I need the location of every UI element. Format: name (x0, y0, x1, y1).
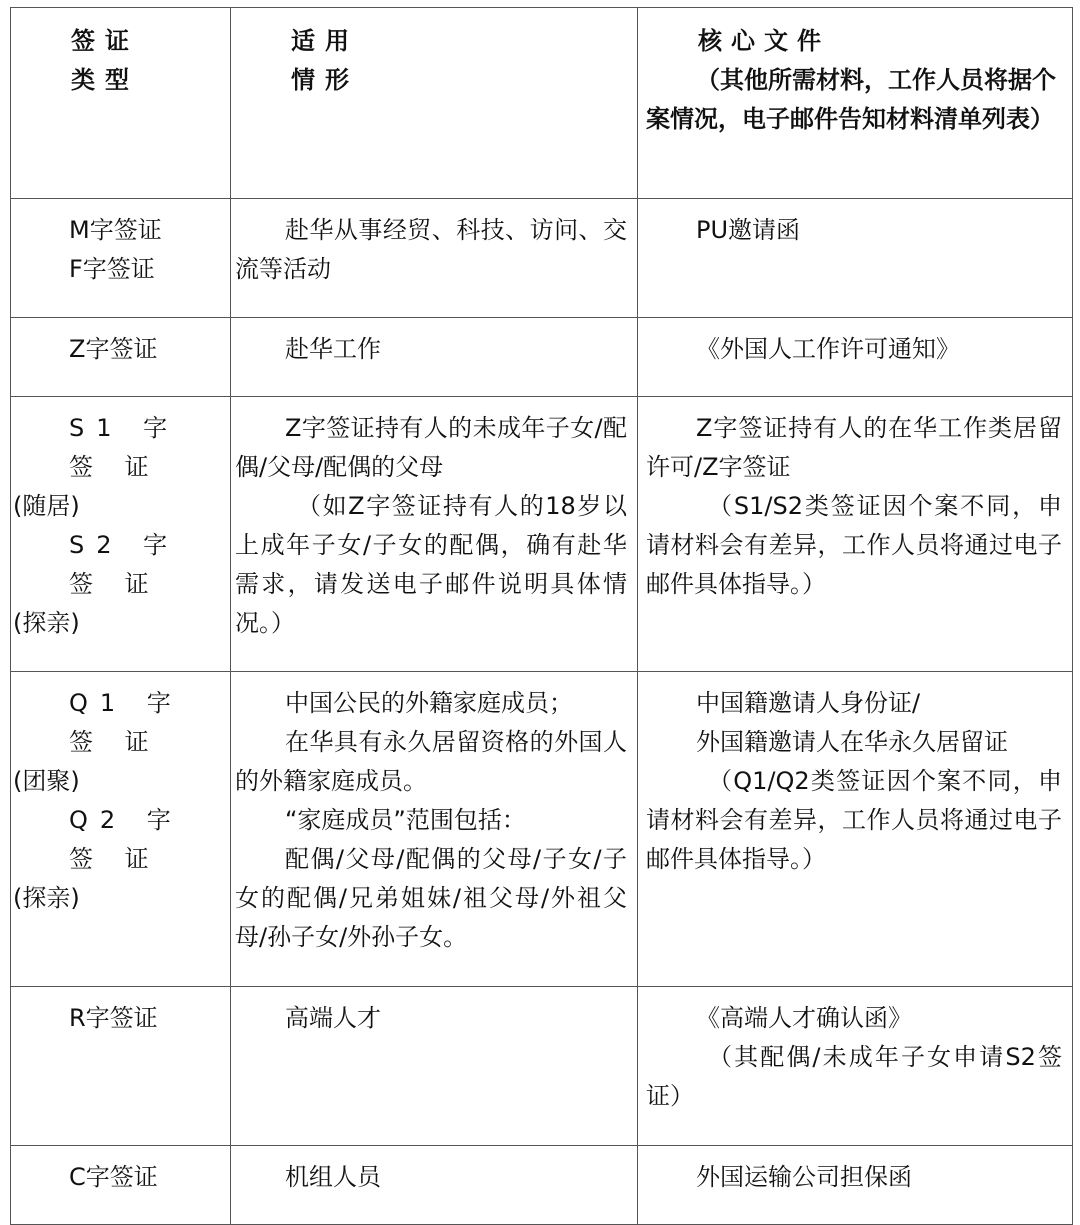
header-core-documents: 核心文件 （其他所需材料，工作人员将据个案情况，电子邮件告知材料清单列表） (638, 8, 1073, 199)
documents-cell: Z字签证持有人的在华工作类居留许可/Z字签证 （S1/S2类签证因个案不同，申请材料会有差异，工作人员将通过电子邮件具体指导。） (638, 397, 1073, 672)
visa-table-container (10, 7, 1072, 1225)
scenario-cell: 机组人员 (231, 1146, 638, 1225)
documents-cell: 外国运输公司担保函 (638, 1146, 1073, 1225)
documents-cell: PU邀请函 (638, 199, 1073, 318)
documents-cell: 《高端人才确认函》 （其配偶/未成年子女申请S2签证） (638, 987, 1073, 1146)
documents-cell: 中国籍邀请人身份证/ 外国籍邀请人在华永久居留证 （Q1/Q2类签证因个案不同，申请材料会有差异，工作人员将通过电子邮件具体指导。） (638, 672, 1073, 987)
scenario-cell: 中国公民的外籍家庭成员； 在华具有永久居留资格的外国人的外籍家庭成员。 “家庭成员”范围包括： 配偶/父母/配偶的父母/子女/子女的配偶/兄弟姐妹/祖父母/外祖父母/孙子女/外孙子女。 (231, 672, 638, 987)
table-row (11, 672, 1073, 987)
visa-type-cell: C字签证 (11, 1146, 231, 1225)
table-row (11, 397, 1073, 672)
scenario-cell: 赴华从事经贸、科技、访问、交流等活动 (231, 199, 638, 318)
scenario-cell: 赴华工作 (231, 318, 638, 397)
visa-type-cell: M字签证 F字签证 (11, 199, 231, 318)
visa-type-cell: S1 字 签 证 (随居) S2 字 签 证 (探亲) (11, 397, 231, 672)
visa-type-cell: Z字签证 (11, 318, 231, 397)
documents-cell: 《外国人工作许可通知》 (638, 318, 1073, 397)
table-header-row (11, 8, 1073, 199)
scenario-cell: 高端人才 (231, 987, 638, 1146)
scenario-cell: Z字签证持有人的未成年子女/配偶/父母/配偶的父母 （如Z字签证持有人的18岁以上成年子女/子女的配偶，确有赴华需求，请发送电子邮件说明具体情况。） (231, 397, 638, 672)
table-row (11, 1146, 1073, 1225)
header-applicable-situation: 适用 情形 (231, 8, 638, 199)
visa-type-cell: R字签证 (11, 987, 231, 1146)
header-core-documents-note: （其他所需材料，工作人员将据个案情况，电子邮件告知材料清单列表） (646, 66, 1056, 133)
table-row (11, 318, 1073, 397)
visa-type-cell: Q1 字 签 证 (团聚) Q2 字 签 证 (探亲) (11, 672, 231, 987)
table-row (11, 987, 1073, 1146)
header-visa-type: 签证 类型 (11, 8, 231, 199)
visa-requirements-table (10, 7, 1073, 1225)
table-row (11, 199, 1073, 318)
